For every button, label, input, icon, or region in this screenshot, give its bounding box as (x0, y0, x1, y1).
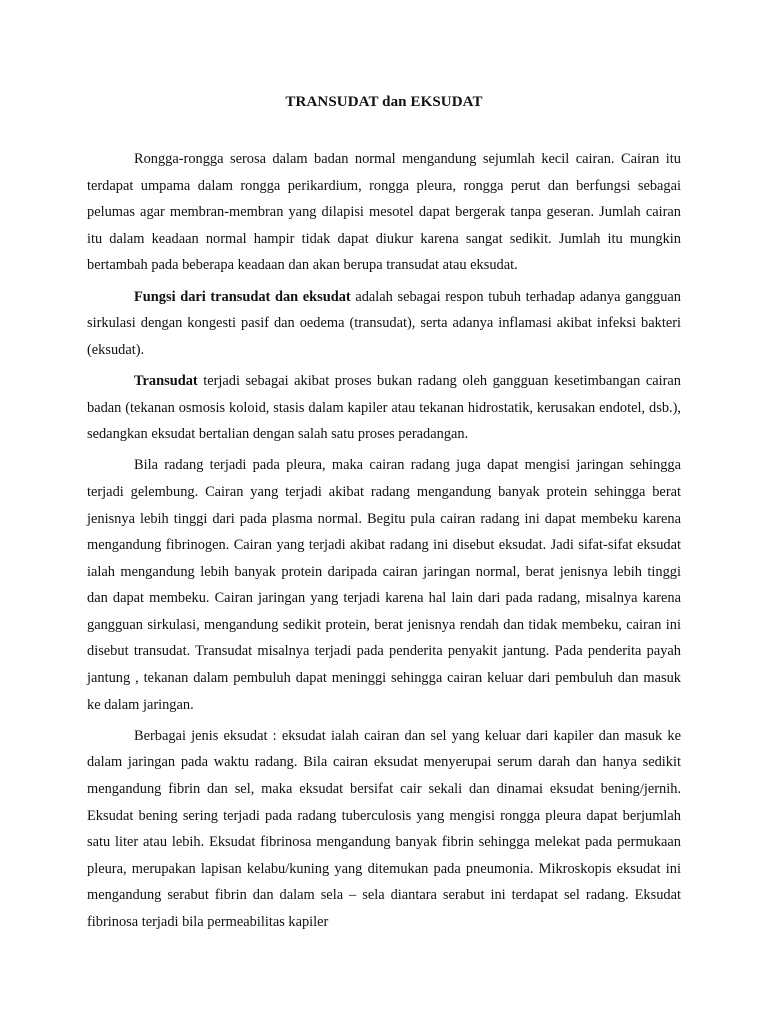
paragraph-2-text: adalah sebagai respon tubuh terhadap adanya gangguan sirkulasi dengan kongesti pasif dan oedema (transudat), serta adanya inflamasi akibat infeksi bakteri (eksudat). (87, 288, 681, 358)
paragraph-3-lead: Transudat (134, 372, 198, 389)
paragraph-5-text: Berbagai jenis eksudat : eksudat ialah cairan dan sel yang keluar dari kapiler dan masuk ke dalam jaringan pada waktu radang. Bila cairan eksudat menyerupai serum darah dan hanya sedikit mengandung fibrin dan sel, maka eksudat bersifat cair sekali dan dinamai eksudat bening/jernih. Eksudat bening sering terjadi pada radang tuberculosis yang mengisi rongga pleura dapat berjumlah satu liter atau lebih. Eksudat fibrinosa mengandung banyak fibrin sehingga melekat pada permukaan pleura, merupakan lapisan kelabu/kuning yang ditemukan pada pneumonia. Mikroskopis eksudat ini mengandung serabut fibrin dan dalam sela – sela diantara serabut ini terdapat sel radang. Eksudat fibrinosa terjadi bila permeabilitas kapiler (87, 727, 681, 930)
paragraph-4-text: Bila radang terjadi pada pleura, maka cairan radang juga dapat mengisi jaringan sehingga terjadi gelembung. Cairan yang terjadi akibat radang mengandung banyak protein sehingga berat jenisnya lebih tinggi dari pada plasma normal. Begitu pula cairan radang ini dapat membeku karena mengandung fibrinogen. Cairan yang terjadi akibat radang ini disebut eksudat. Jadi sifat-sifat eksudat ialah mengandung lebih banyak protein daripada cairan jaringan normal, berat jenisnya lebih tinggi dan dapat membeku. Cairan jaringan yang terjadi karena hal lain dari pada radang, misalnya karena gangguan sirkulasi, mengandung sedikit protein, berat jenisnya rendah dan tidak membeku, cairan ini disebut transudat. Transudat misalnya terjadi pada penderita penyakit jantung. Pada penderita payah jantung , tekanan dalam pembuluh dapat meninggi sehingga cairan keluar dari pembuluh dan masuk ke dalam jaringan. (87, 457, 681, 713)
document-title: TRANSUDAT dan EKSUDAT (285, 94, 483, 110)
paragraph-3 (87, 368, 681, 448)
paragraph-3-text: terjadi sebagai akibat proses bukan radang oleh gangguan kesetimbangan cairan badan (tekanan osmosis koloid, stasis dalam kapiler atau tekanan hidrostatik, kerusakan endotel, dsb.), sedangkan eksudat bertalian dengan salah satu proses peradangan. (87, 372, 681, 443)
paragraph-2 (87, 284, 681, 364)
paragraph-4 (87, 452, 681, 718)
paragraph-1-text: Rongga-rongga serosa dalam badan normal mengandung sejumlah kecil cairan. Cairan itu terdapat umpama dalam rongga perikardium, rongga pleura, rongga perut dan berfungsi sebagai pelumas agar membran-membran yang dilapisi mesotel dapat bergerak tanpa geseran. Jumlah cairan itu dalam keadaan normal hampir tidak dapat diukur karena sangat sedikit. Jumlah itu mungkin bertambah pada beberapa keadaan dan akan berupa transudat atau eksudat. (87, 151, 681, 274)
paragraph-5 (87, 723, 681, 936)
paragraph-1 (87, 146, 681, 279)
document-body (87, 146, 681, 936)
paragraph-2-lead: Fungsi dari transudat dan eksudat (134, 288, 351, 305)
